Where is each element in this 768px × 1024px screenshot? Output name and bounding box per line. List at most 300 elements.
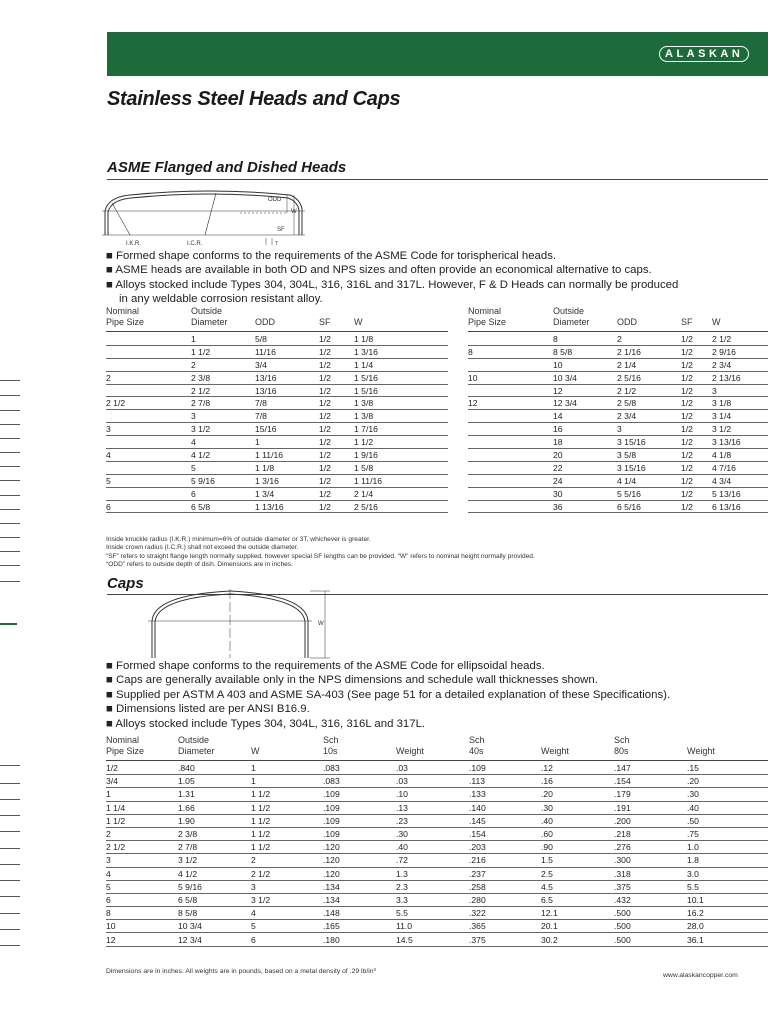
page-title: Stainless Steel Heads and Caps	[107, 88, 401, 110]
margin-tick	[0, 896, 20, 897]
table-cell: 6 5/8	[191, 500, 255, 513]
table-cell: 4 3/4	[712, 474, 768, 487]
table-row	[106, 384, 448, 397]
margin-tick	[0, 783, 20, 784]
note-line: Inside knuckle radius (I.K.R.) minimum=6% of outside diameter or 3T, whichever is greater.	[106, 536, 371, 543]
table-cell: .109	[323, 827, 396, 840]
margin-tick	[0, 799, 20, 800]
table-cell: .154	[614, 775, 687, 788]
table-cell: 1 1/2	[251, 801, 323, 814]
table-cell: 4	[106, 449, 191, 462]
table-cell: 4 1/8	[712, 449, 768, 462]
table-cell: 8	[553, 333, 617, 345]
table-cell: 1/2	[319, 397, 354, 410]
col-header-odd: ODD	[255, 317, 275, 327]
table-cell: .12	[541, 762, 614, 775]
col-header-weight: Weight	[396, 746, 424, 756]
caps-table	[106, 762, 768, 947]
table-cell: .23	[396, 814, 469, 827]
col-header-nps: Nominal Pipe Size	[106, 306, 145, 327]
table-cell: 1.3	[396, 867, 469, 880]
table-row	[106, 920, 768, 933]
margin-tick	[0, 913, 20, 914]
table-cell: 1/2	[319, 384, 354, 397]
table-cell: 1/2	[319, 333, 354, 345]
heads-notes	[106, 536, 535, 569]
heads-diagram	[100, 183, 305, 248]
table-cell: 1 3/16	[354, 345, 448, 358]
table-cell: .120	[323, 867, 396, 880]
table-row	[106, 827, 768, 840]
table-cell: 7/8	[255, 397, 319, 410]
table-cell: 3 13/16	[712, 436, 768, 449]
table-cell: 1 1/4	[354, 358, 448, 371]
col-header-odd: ODD	[617, 317, 637, 327]
table-cell: .109	[323, 788, 396, 801]
table-cell: 6	[251, 933, 323, 946]
diagram-label-icr: I.C.R.	[187, 241, 203, 247]
table-cell: .365	[469, 920, 541, 933]
table-cell: 1/2	[681, 333, 712, 345]
table-cell: 12 3/4	[553, 397, 617, 410]
diagram-label-t: T	[275, 241, 279, 247]
table-cell: .322	[469, 907, 541, 920]
table-cell: .300	[614, 854, 687, 867]
table-cell: 1/2	[681, 474, 712, 487]
table-cell: .03	[396, 775, 469, 788]
table-cell: .30	[687, 788, 768, 801]
margin-tick	[0, 495, 20, 496]
table-cell: 2 1/2	[106, 397, 191, 410]
table-cell: 1.8	[687, 854, 768, 867]
table-cell: 3.0	[687, 867, 768, 880]
table-cell: 5.5	[687, 880, 768, 893]
table-cell: .133	[469, 788, 541, 801]
table-cell: .03	[396, 762, 469, 775]
table-cell: 7/8	[255, 410, 319, 423]
table-cell: 2 1/4	[617, 358, 681, 371]
table-cell	[106, 436, 191, 449]
table-cell: 3/4	[106, 775, 178, 788]
table-cell: 14	[553, 410, 617, 423]
table-cell: 22	[553, 461, 617, 474]
table-cell: 2 1/2	[251, 867, 323, 880]
table-cell: 3/4	[255, 358, 319, 371]
table-cell: 1 3/8	[354, 397, 448, 410]
table-cell: 12 3/4	[178, 933, 251, 946]
table-cell: 1 1/2	[354, 436, 448, 449]
table-row	[106, 500, 448, 513]
diagram-label-odd: ODD	[268, 197, 282, 203]
table-cell: .258	[469, 880, 541, 893]
table-cell: 1 13/16	[255, 500, 319, 513]
table-cell: .375	[614, 880, 687, 893]
table-cell: 1/2	[319, 345, 354, 358]
table-cell: 6 5/8	[178, 893, 251, 906]
table-cell: .113	[469, 775, 541, 788]
note-line: Inside crown radius (I.C.R.) shall not exceed the outside diameter.	[106, 544, 299, 552]
table-cell: .432	[614, 893, 687, 906]
table-cell	[106, 487, 191, 500]
table-cell: 2	[106, 827, 178, 840]
table-row	[468, 474, 768, 487]
table-row	[106, 333, 448, 345]
table-cell: 2 3/8	[178, 827, 251, 840]
table-cell: 10 3/4	[553, 371, 617, 384]
table-row	[106, 854, 768, 867]
table-cell: 1	[191, 333, 255, 345]
table-cell: 2 5/16	[617, 371, 681, 384]
table-cell: 8 5/8	[553, 345, 617, 358]
table-cell: 4 7/16	[712, 461, 768, 474]
table-cell: 3	[191, 410, 255, 423]
table-cell: .13	[396, 801, 469, 814]
table-cell: 16.2	[687, 907, 768, 920]
table-row	[468, 371, 768, 384]
table-cell	[468, 436, 553, 449]
margin-tick	[0, 452, 20, 453]
caps-section-title: Caps	[107, 575, 144, 592]
table-row	[468, 487, 768, 500]
heads-bullet: ■ Formed shape conforms to the requirements of the ASME Code for torispherical heads.	[106, 250, 557, 262]
table-cell: 4 1/2	[178, 867, 251, 880]
table-cell: 1.66	[178, 801, 251, 814]
caps-bullet: ■ Formed shape conforms to the requirements of the ASME Code for ellipsoidal heads.	[106, 660, 545, 672]
col-header-od: Outside Diameter	[178, 735, 215, 756]
margin-tick	[0, 537, 20, 538]
table-cell: 2.3	[396, 880, 469, 893]
table-cell: 1 5/16	[354, 371, 448, 384]
table-cell: 3	[617, 423, 681, 436]
heads-right-table	[468, 333, 768, 513]
col-header-weight: Weight	[541, 746, 569, 756]
footer-url[interactable]: www.alaskancopper.com	[663, 972, 738, 979]
table-cell: .500	[614, 907, 687, 920]
table-row	[106, 893, 768, 906]
table-cell: 1/2	[681, 449, 712, 462]
table-cell: .216	[469, 854, 541, 867]
table-cell: 1 1/8	[354, 333, 448, 345]
table-cell	[468, 423, 553, 436]
table-cell: 2 1/2	[617, 384, 681, 397]
caps-bullet: ■ Alloys stocked include Types 304, 304L, 316, 316L and 317L.	[106, 717, 426, 730]
table-cell: 1 5/16	[354, 384, 448, 397]
col-header-sch80s: Sch 80s	[614, 735, 630, 756]
table-cell	[106, 410, 191, 423]
table-cell: 1.31	[178, 788, 251, 801]
table-cell: 2 1/2	[712, 333, 768, 345]
table-cell: 2.5	[541, 867, 614, 880]
table-cell: 3	[106, 854, 178, 867]
col-header-sf: SF	[319, 317, 331, 327]
table-row	[106, 933, 768, 946]
table-cell: .148	[323, 907, 396, 920]
table-cell: 3 1/2	[178, 854, 251, 867]
table-row	[106, 358, 448, 371]
table-cell: 3 1/8	[712, 397, 768, 410]
margin-tick	[0, 480, 20, 481]
table-row	[106, 775, 768, 788]
table-cell: 1 1/8	[255, 461, 319, 474]
margin-tick	[0, 581, 20, 582]
table-cell: .180	[323, 933, 396, 946]
table-cell: 3 5/8	[617, 449, 681, 462]
table-cell: 1/2	[106, 762, 178, 775]
table-row	[106, 410, 448, 423]
table-cell: 3.3	[396, 893, 469, 906]
margin-tick	[0, 815, 20, 816]
table-cell: .10	[396, 788, 469, 801]
table-cell: 36	[553, 500, 617, 513]
table-cell: .30	[396, 827, 469, 840]
table-cell: 1.05	[178, 775, 251, 788]
table-cell: 4	[251, 907, 323, 920]
table-row	[106, 788, 768, 801]
brand-logo: ALASKAN	[659, 46, 749, 62]
heads-left-table	[106, 333, 448, 513]
table-cell: 10	[553, 358, 617, 371]
table-cell: 2 1/16	[617, 345, 681, 358]
table-cell: .318	[614, 867, 687, 880]
table-cell: .16	[541, 775, 614, 788]
table-cell: 15/16	[255, 423, 319, 436]
margin-tick	[0, 565, 20, 566]
note-line: “SF” refers to straight flange length normally supplied, however special SF lengths can be provided. “W” refers to nominal height normally provided.	[106, 552, 535, 560]
margin-tick	[0, 509, 20, 510]
table-cell	[468, 487, 553, 500]
table-cell: 18	[553, 436, 617, 449]
table-cell: .840	[178, 762, 251, 775]
table-row	[106, 371, 448, 384]
table-cell: 12	[106, 933, 178, 946]
table-cell: 10	[468, 371, 553, 384]
table-cell: 6 5/16	[617, 500, 681, 513]
table-row	[106, 461, 448, 474]
col-header-nps: Nominal Pipe Size	[468, 306, 507, 327]
table-cell: 1/2	[319, 487, 354, 500]
caps-bullet: ■ Dimensions listed are per ANSI B16.9.	[106, 703, 310, 716]
table-row	[106, 762, 768, 775]
table-cell: .083	[323, 775, 396, 788]
diagram-label-ikr: I.K.R.	[126, 241, 142, 247]
table-cell: 2 1/4	[354, 487, 448, 500]
table-cell: 2 9/16	[712, 345, 768, 358]
table-cell: .218	[614, 827, 687, 840]
table-cell: 5 5/16	[617, 487, 681, 500]
table-cell: .500	[614, 933, 687, 946]
table-cell: .200	[614, 814, 687, 827]
table-cell: 5 9/16	[191, 474, 255, 487]
table-cell: 1/2	[681, 461, 712, 474]
table-cell: 3 1/2	[191, 423, 255, 436]
table-cell: 1/2	[681, 358, 712, 371]
table-row	[106, 345, 448, 358]
col-header-sf: SF	[681, 317, 693, 327]
table-cell: 1 3/4	[255, 487, 319, 500]
table-cell: 1 1/2	[191, 345, 255, 358]
table-cell: 4 1/2	[191, 449, 255, 462]
table-cell: 1/2	[681, 371, 712, 384]
table-cell: .15	[687, 762, 768, 775]
margin-tick	[0, 438, 20, 439]
table-cell: 1 11/16	[255, 449, 319, 462]
table-row	[468, 384, 768, 397]
table-cell	[468, 474, 553, 487]
col-header-w: W	[712, 317, 721, 327]
table-cell: .109	[323, 814, 396, 827]
table-cell: .179	[614, 788, 687, 801]
table-cell	[106, 384, 191, 397]
table-cell: 2 1/2	[106, 841, 178, 854]
table-cell: .120	[323, 841, 396, 854]
table-cell	[106, 333, 191, 345]
table-cell: 6	[106, 500, 191, 513]
table-cell: .154	[469, 827, 541, 840]
table-cell: 30	[553, 487, 617, 500]
table-cell: 36.1	[687, 933, 768, 946]
col-header-nps: Nominal Pipe Size	[106, 735, 145, 756]
table-row	[468, 423, 768, 436]
heads-bullet: ■ Alloys stocked include Types 304, 304L, 316, 316L and 317L. However, F & D Heads can normally be produced	[106, 278, 679, 291]
table-cell: 2 3/8	[191, 371, 255, 384]
table-cell: .72	[396, 854, 469, 867]
table-cell: .191	[614, 801, 687, 814]
table-cell: 13/16	[255, 371, 319, 384]
heads-title-rule	[107, 179, 768, 180]
table-cell: 3 15/16	[617, 461, 681, 474]
table-cell: 1/2	[681, 487, 712, 500]
table-row	[106, 487, 448, 500]
table-cell: .20	[541, 788, 614, 801]
heads-bullet: in any weldable corrosion resistant alloy.	[119, 293, 323, 306]
table-cell	[468, 384, 553, 397]
table-cell: 1/2	[319, 449, 354, 462]
table-row	[468, 500, 768, 513]
table-cell: 2 3/4	[617, 410, 681, 423]
table-cell: 1.0	[687, 841, 768, 854]
table-cell: 12.1	[541, 907, 614, 920]
table-cell: 1 9/16	[354, 449, 448, 462]
table-cell: 2	[106, 371, 191, 384]
table-cell: 5	[106, 880, 178, 893]
table-cell: 2 1/2	[191, 384, 255, 397]
table-cell: 16	[553, 423, 617, 436]
caps-bullet: ■ Supplied per ASTM A 403 and ASME SA-403 (See page 51 for a detailed explanation of these Specifications).	[106, 688, 671, 701]
table-cell: 8 5/8	[178, 907, 251, 920]
table-cell: 2 3/4	[712, 358, 768, 371]
table-cell: .203	[469, 841, 541, 854]
table-cell: 6	[106, 893, 178, 906]
diagram-label-w: W	[291, 209, 297, 215]
table-cell: 10	[106, 920, 178, 933]
table-row	[106, 436, 448, 449]
table-row	[106, 814, 768, 827]
table-cell: 1/2	[681, 345, 712, 358]
table-cell	[106, 358, 191, 371]
table-cell: .40	[687, 801, 768, 814]
table-cell: 20.1	[541, 920, 614, 933]
table-cell	[468, 449, 553, 462]
table-cell: 1/2	[319, 410, 354, 423]
table-cell: 2 5/16	[354, 500, 448, 513]
col-header-od: Outside Diameter	[191, 306, 228, 327]
table-cell: 14.5	[396, 933, 469, 946]
table-cell: .165	[323, 920, 396, 933]
table-cell: .120	[323, 854, 396, 867]
table-cell: .375	[469, 933, 541, 946]
table-cell: 1 1/4	[106, 801, 178, 814]
table-cell: 2 5/8	[617, 397, 681, 410]
table-cell: .30	[541, 801, 614, 814]
table-cell: 3	[106, 423, 191, 436]
table-cell: 1 1/2	[251, 841, 323, 854]
table-row	[468, 410, 768, 423]
table-cell: 1/2	[681, 410, 712, 423]
caps-bullet-list	[106, 659, 670, 731]
table-cell: 1/2	[319, 436, 354, 449]
table-cell: 2	[191, 358, 255, 371]
table-cell: .500	[614, 920, 687, 933]
table-cell	[106, 345, 191, 358]
table-cell: 1/2	[681, 500, 712, 513]
table-cell: 5/8	[255, 333, 319, 345]
margin-tick	[0, 765, 20, 766]
table-cell: .134	[323, 893, 396, 906]
table-row	[468, 358, 768, 371]
table-cell: 1/2	[681, 436, 712, 449]
table-cell	[468, 358, 553, 371]
caps-footnote: Dimensions are in inches. All weights are in pounds, based on a metal density of .29 lb/in³	[106, 968, 376, 975]
table-cell	[468, 333, 553, 345]
caps-diagram	[140, 585, 340, 660]
caps-header-rule	[106, 760, 768, 761]
table-cell: .40	[396, 841, 469, 854]
table-cell: 1.90	[178, 814, 251, 827]
col-header-sch10s: Sch 10s	[323, 735, 339, 756]
table-cell: .145	[469, 814, 541, 827]
table-cell: .140	[469, 801, 541, 814]
table-cell: 4 1/4	[617, 474, 681, 487]
table-cell: 10 3/4	[178, 920, 251, 933]
table-cell	[468, 500, 553, 513]
table-cell: .276	[614, 841, 687, 854]
table-cell: 13/16	[255, 384, 319, 397]
table-cell: 4	[191, 436, 255, 449]
table-row	[106, 907, 768, 920]
margin-tick	[0, 395, 20, 396]
table-row	[106, 880, 768, 893]
table-cell: 6.5	[541, 893, 614, 906]
table-cell: .109	[323, 801, 396, 814]
table-cell: 28.0	[687, 920, 768, 933]
table-cell: 3	[712, 384, 768, 397]
table-cell: 3	[251, 880, 323, 893]
heads-bullet-list	[106, 249, 678, 307]
brand-banner	[107, 32, 768, 76]
note-line: “ODD” refers to outside depth of dish. Dimensions are in inches.	[106, 560, 293, 568]
table-row	[106, 449, 448, 462]
col-header-w: W	[354, 317, 363, 327]
table-row	[106, 423, 448, 436]
table-cell: 8	[106, 907, 178, 920]
table-cell: 1 1/2	[251, 788, 323, 801]
table-cell: 1/2	[319, 371, 354, 384]
margin-tick	[0, 848, 20, 849]
table-cell: .90	[541, 841, 614, 854]
caps-bullet: ■ Caps are generally available only in the NPS dimensions and schedule wall thicknesses shown.	[106, 674, 598, 687]
caps-diagram-label-w: W	[318, 621, 324, 627]
table-cell: 30.2	[541, 933, 614, 946]
